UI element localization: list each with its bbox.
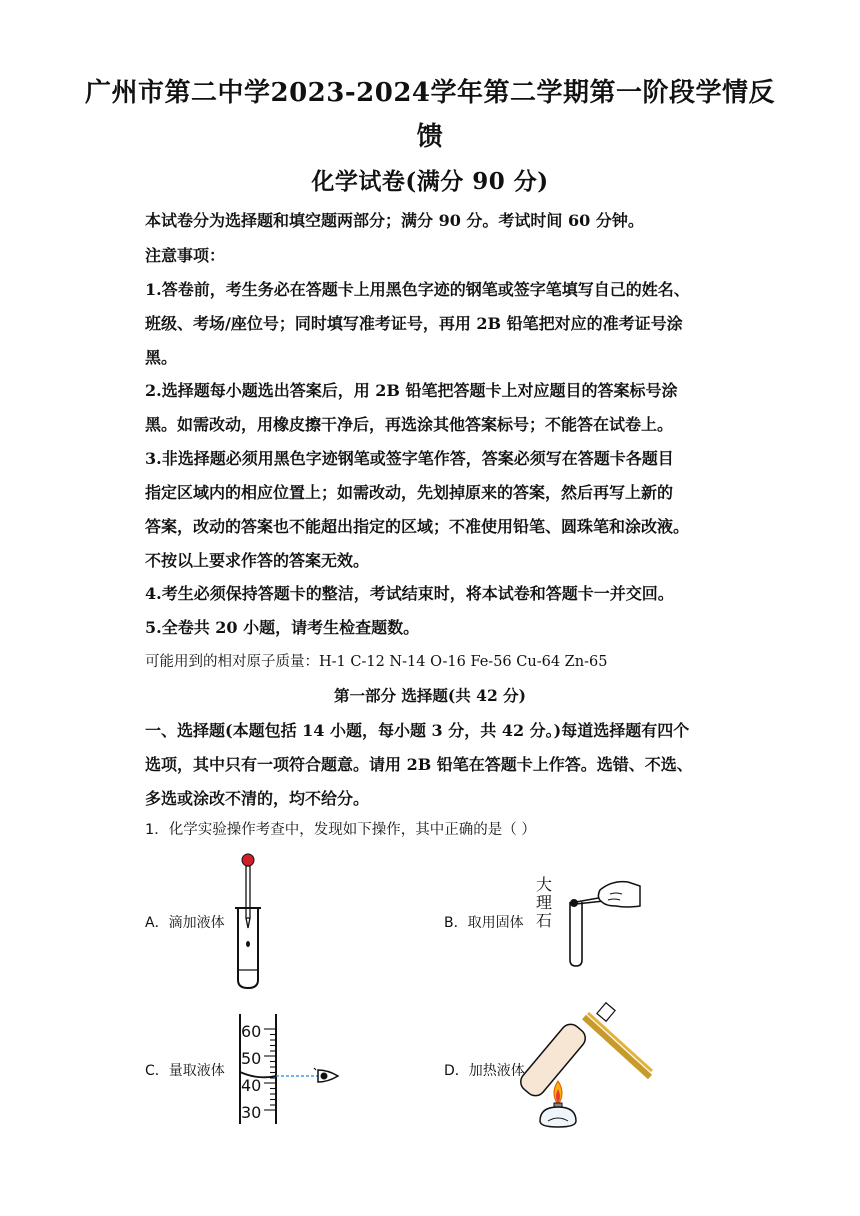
notice-line: 1.答卷前，考生务必在答题卡上用黑色字迹的钢笔或签字笔填写自己的姓名、 (145, 280, 690, 299)
marble-label (536, 876, 556, 930)
part1-title: 第一部分 选择题(共 42 分) (334, 686, 526, 705)
notice-line: 指定区域内的相应位置上；如需改动，先划掉原来的答案，然后再写上新的 (145, 483, 674, 502)
exam-title-line1: 广州市第二中学2023-2024学年第二学期第一阶段学情反 (84, 78, 776, 108)
intro-text: 本试卷分为选择题和填空题两部分；满分 90 分。考试时间 60 分钟。 (145, 211, 644, 230)
marble-label-char: 大 (536, 875, 553, 894)
section1-line: 一、选择题(本题包括 14 小题，每小题 3 分，共 42 分。)每道选择题有四个 (145, 721, 690, 740)
notice-line: 答案，改动的答案也不能超出指定的区域；不准使用铅笔、圆珠笔和涂改液。 (145, 517, 690, 536)
exam-subtitle: 化学试卷(满分 90 分) (311, 168, 549, 195)
notice-line: 5.全卷共 20 小题，请考生检查题数。 (145, 618, 420, 637)
notice-line: 4.考生必须保持答题卡的整洁，考试结束时，将本试卷和答题卡一并交回。 (145, 584, 674, 603)
question1-stem: 1．化学实验操作考查中，发现如下操作，其中正确的是（ ） (145, 822, 536, 838)
notice-line: 2.选择题每小题选出答案后，用 2B 铅笔把答题卡上对应题目的答案标号涂 (145, 381, 678, 400)
atomic-masses: 可能用到的相对原子质量：H-1 C-12 N-14 O-16 Fe-56 Cu-64 Zn-65 (145, 654, 608, 670)
option-a-label[interactable]: A．滴加液体 (145, 915, 225, 931)
option-d-label[interactable]: D．加热液体 (444, 1063, 525, 1079)
alcohol-lamp-heating-figure (532, 1005, 658, 1129)
notice-line: 班级、考场/座位号；同时填写准考证号，再用 2B 铅笔把对应的准考证号涂 (145, 314, 683, 333)
option-c-label[interactable]: C．量取液体 (145, 1063, 225, 1079)
notice-line: 不按以上要求作答的答案无效。 (145, 551, 370, 570)
scale-tick-label: 30 (241, 1103, 262, 1122)
notice-line: 黑。 (145, 348, 178, 367)
hand-tweezers-testtube-figure (556, 876, 646, 968)
scale-tick-label: 60 (241, 1022, 262, 1041)
section1-line: 选项，其中只有一项符合题意。请用 2B 铅笔在答题卡上作答。选错、不选、 (145, 755, 693, 774)
exam-title-line2: 馈 (416, 122, 444, 152)
dropper-testtube-figure (228, 852, 268, 994)
cylinder-scale (241, 1018, 261, 1126)
notice-line: 黑。如需改动，用橡皮擦干净后，再选涂其他答案标号；不能答在试卷上。 (145, 415, 674, 434)
scale-tick-label: 50 (241, 1049, 262, 1068)
notice-label: 注意事项： (145, 246, 226, 265)
option-b-label[interactable]: B．取用固体 (444, 915, 524, 931)
section1-line: 多选或涂改不清的，均不给分。 (145, 789, 370, 808)
scale-tick-label: 40 (241, 1076, 262, 1095)
marble-label-char: 石 (536, 911, 553, 930)
marble-label-char: 理 (536, 893, 553, 912)
notice-line: 3.非选择题必须用黑色字迹钢笔或签字笔作答，答案必须写在答题卡各题目 (145, 449, 674, 468)
